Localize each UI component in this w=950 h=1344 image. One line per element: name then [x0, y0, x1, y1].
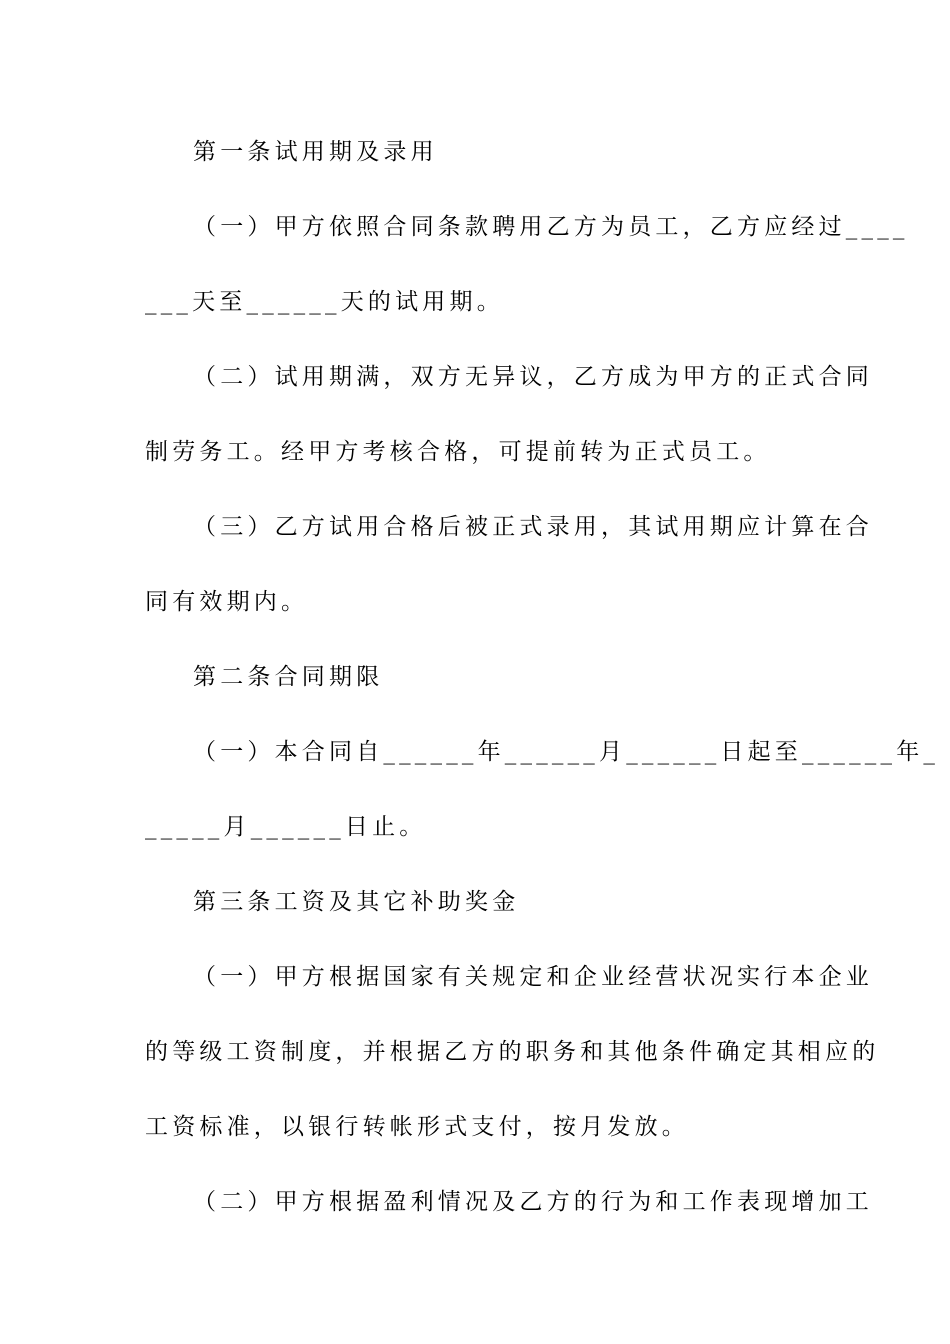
- paragraph-line: （一）本合同自______年______月______日起至______年_: [193, 739, 940, 765]
- paragraph-line: _____月______日止。: [145, 814, 427, 840]
- paragraph-line: 制劳务工。经甲方考核合格，可提前转为正式员工。: [145, 439, 771, 465]
- paragraph-line: （二）试用期满，双方无异议，乙方成为甲方的正式合同: [193, 364, 873, 390]
- paragraph-line: ___天至______天的试用期。: [145, 289, 504, 315]
- paragraph-line: （二）甲方根据盈利情况及乙方的行为和工作表现增加工: [193, 1189, 873, 1215]
- paragraph-line: 的等级工资制度，并根据乙方的职务和其他条件确定其相应的: [145, 1039, 880, 1065]
- paragraph-line: （三）乙方试用合格后被正式录用，其试用期应计算在合: [193, 514, 873, 540]
- paragraph-line: 同有效期内。: [145, 589, 309, 615]
- paragraph-line: （一）甲方依照合同条款聘用乙方为员工，乙方应经过____: [193, 214, 909, 240]
- paragraph-line: （一）甲方根据国家有关规定和企业经营状况实行本企业: [193, 964, 873, 990]
- document-page: [145, 128, 940, 1253]
- article-2-heading: 第二条合同期限: [193, 664, 384, 690]
- article-3-heading: 第三条工资及其它补助奖金: [193, 889, 520, 915]
- paragraph-line: 工资标准，以银行转帐形式支付，按月发放。: [145, 1114, 689, 1140]
- article-1-heading: 第一条试用期及录用: [193, 139, 438, 165]
